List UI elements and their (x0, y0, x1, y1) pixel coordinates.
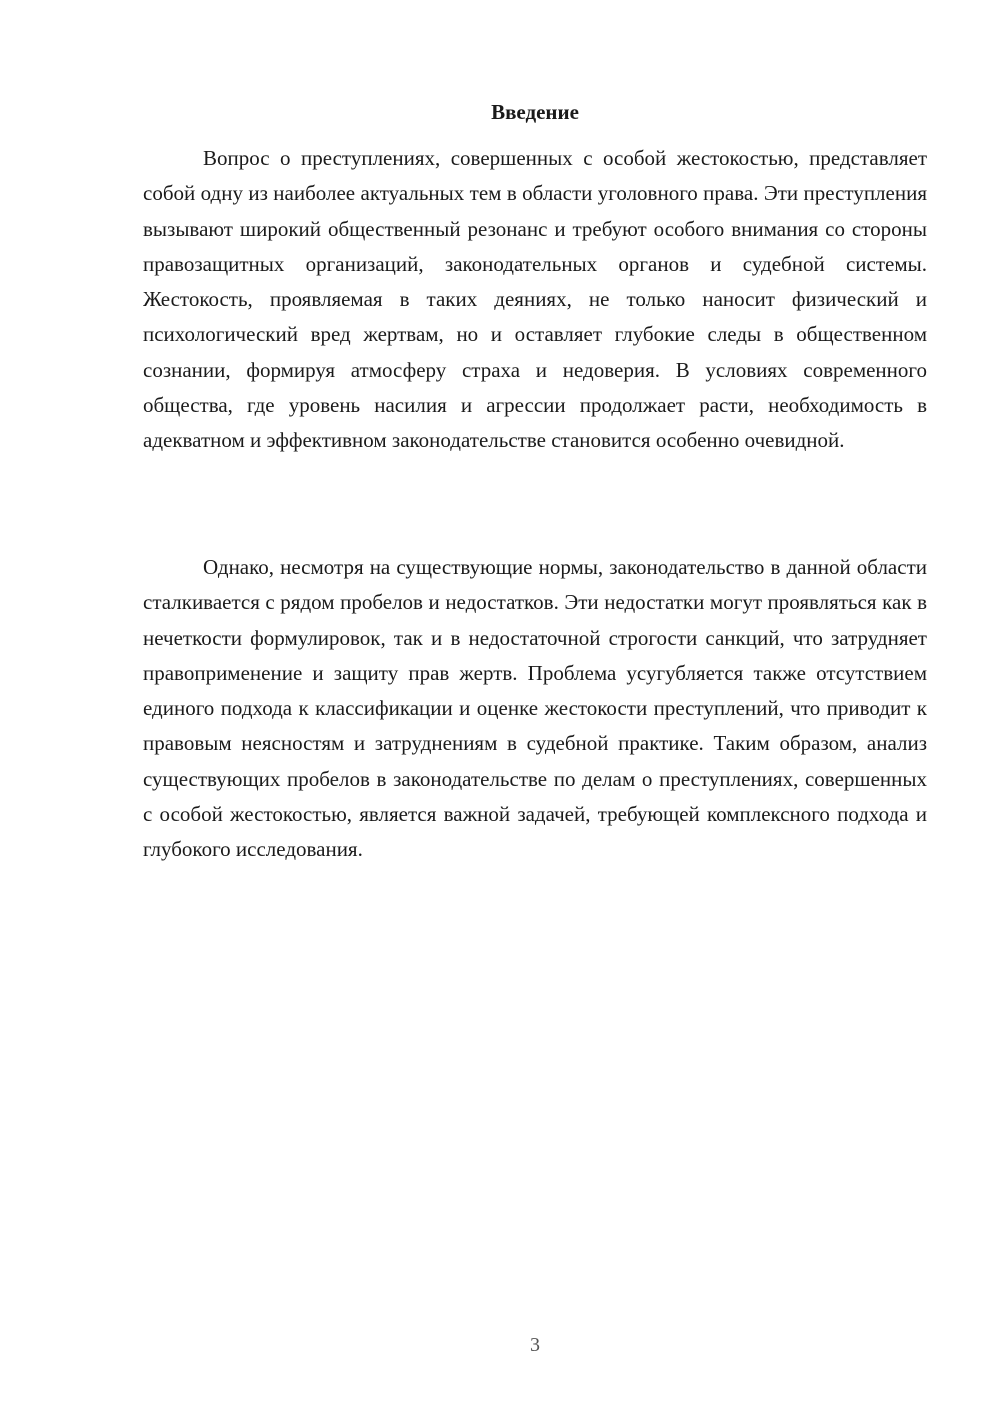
section-title: Введение (491, 100, 579, 124)
page-number: 3 (530, 1334, 540, 1356)
paragraph-2: Однако, несмотря на существующие нормы, законодательство в данной области сталкивается с рядом пробелов и недостатков. Эти недостатки могут проявляться как в нечеткости формулировок, так и в недостаточной строгости санкций, что затрудняет правоприменение и защиту прав жертв. Проблема усугубляется также отсутствием единого подхода к классификации и оценке жестокости преступлений, что приводит к правовым неясностям и затруднениям в судебной практике. Таким образом, анализ существующих пробелов в законодательстве по делам о преступлениях, совершенных с особой жестокостью, является важной задачей, требующей комплексного подхода и глубокого исследования. (143, 555, 927, 862)
paragraph-1: Вопрос о преступлениях, совершенных с особой жестокостью, представляет собой одну из наиболее актуальных тем в области уголовного права. Эти преступления вызывают широкий общественный резонанс и требуют особого внимания со стороны правозащитных организаций, законодательных органов и судебной системы. Жестокость, проявляемая в таких деяниях, не только наносит физический и психологический вред жертвам, но и оставляет глубокие следы в общественном сознании, формируя атмосферу страха и недоверия. В условиях современного общества, где уровень насилия и агрессии продолжает расти, необходимость в адекватном и эффективном законодательстве становится особенно очевидной. (143, 146, 927, 453)
